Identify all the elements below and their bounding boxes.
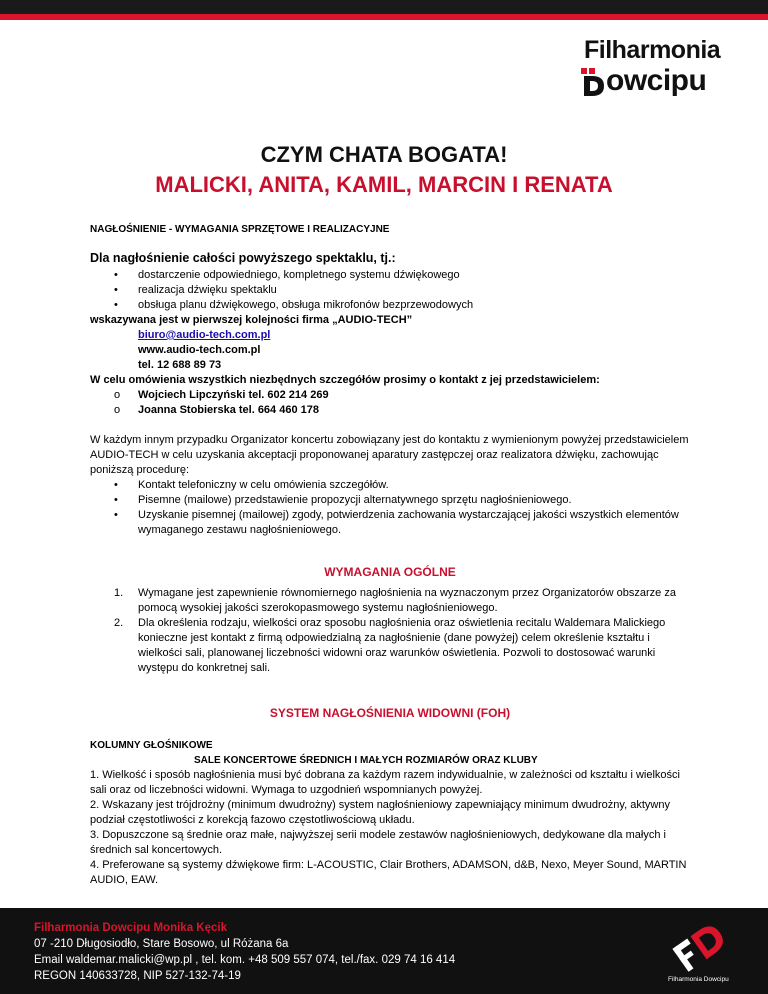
list-item: • realizacja dźwięku spektaklu: [90, 283, 690, 298]
footer-logo: [666, 918, 746, 988]
firm-line: wskazywana jest w pierwszej kolejności firma „AUDIO-TECH”: [90, 314, 413, 326]
brand-logo: [584, 36, 744, 102]
footer-contact: Email waldemar.malicki@wp.pl , tel. kom. +48 509 557 074, tel./fax. 029 74 16 414: [34, 954, 456, 966]
brand-line-1: Filharmonia: [584, 36, 721, 64]
list-item: • Pisemne (mailowe) przedstawienie propozycji alternatywnego sprzętu nagłośnieniowego.: [90, 493, 690, 508]
footer: [0, 908, 768, 994]
contacts-list: [90, 388, 690, 418]
contact-line: W celu omówienia wszystkich niezbędnych szczegółów prosimy o kontakt z jej przedstawicielem:: [90, 374, 600, 386]
brand-line-2: owcipu: [606, 64, 707, 97]
list-item: • dostarczenie odpowiedniego, kompletnego systemu dźwiękowego: [90, 268, 690, 283]
intro-heading: Dla nagłośnienie całości powyższego spektaklu, tj.:: [90, 251, 396, 265]
footer-regon: REGON 140633728, NIP 527-132-74-19: [34, 970, 241, 982]
foh-point: 3. Dopuszczone są średnie oraz małe, najwyższej serii modele zestawów nagłośnieniowych, dedykowane dla małych i średnich sal koncertowych.: [90, 829, 666, 856]
document-body: [90, 222, 690, 888]
footer-logo-caption: Filharmonia Dowcipu: [668, 976, 729, 983]
page-title: CZYM CHATA BOGATA!: [260, 142, 508, 167]
email-link[interactable]: biuro@audio-tech.com.pl: [138, 329, 271, 341]
page-subtitle: MALICKI, ANITA, KAMIL, MARCIN I RENATA: [155, 172, 613, 197]
phone-text: tel. 12 688 89 73: [138, 359, 222, 371]
foh-venue-heading: SALE KONCERTOWE ŚREDNICH I MAŁYCH ROZMIARÓW ORAZ KLUBY: [194, 755, 538, 766]
brand-d-icon: [580, 68, 606, 96]
general-heading: WYMAGANIA OGÓLNE: [324, 565, 456, 579]
foh-point: 1. Wielkość i sposób nagłośnienia musi być dobrana za każdym razem indywidualnie, w zależności od kształtu i wielkości sali oraz od liczebności widowni. Wymaga to uzgodnień wspomnianych powyżej.: [90, 769, 680, 796]
list-item: • Uzyskanie pisemnej (mailowej) zgody, potwierdzenia zachowania wystarczającej jakości wszystkich elementów wymaganego zestawu nagłośnieniowego.: [90, 508, 690, 538]
procedure-paragraph: W każdym innym przypadku Organizator koncertu zobowiązany jest do kontaktu z wymienionym powyżej przedstawicielem AUDIO-TECH w celu uzyskania akceptacji proponowanej aparatury zastępczej oraz realizatora dźwięku, zachowując poniższą procedurę:: [90, 434, 689, 476]
footer-company: Filharmonia Dowcipu Monika Kęcik: [34, 922, 227, 934]
foh-point: 2. Wskazany jest trójdrożny (minimum dwudrożny) system nagłośnieniowy zapewniający minimum dwudrożny, aktywny podział częstotliwości z korekcją fazowo częstotliwościową układu.: [90, 799, 670, 826]
footer-address: 07 -210 Długosiodło, Stare Bosowo, ul Różana 6a: [34, 938, 289, 950]
top-bar-accent: [0, 14, 768, 20]
list-item: • obsługa planu dźwiękowego, obsługa mikrofonów bezprzewodowych: [90, 298, 690, 313]
contact-item: o Joanna Stobierska tel. 664 460 178: [90, 403, 690, 418]
list-item: • Kontakt telefoniczny w celu omówienia szczegółów.: [90, 478, 690, 493]
foh-sub-heading: KOLUMNY GŁOŚNIKOWE: [90, 740, 213, 751]
procedure-list: [90, 478, 690, 538]
footer-text: [34, 920, 455, 984]
website-text: www.audio-tech.com.pl: [138, 344, 261, 356]
general-list: [90, 586, 690, 676]
foh-point: 4. Preferowane są systemy dźwiękowe firm: L-ACOUSTIC, Clair Brothers, ADAMSON, d&B, Nexo, Meyer Sound, MARTIN AUDIO, EAW.: [90, 859, 687, 886]
intro-list: [90, 268, 690, 313]
list-item: 2. Dla określenia rodzaju, wielkości oraz sposobu nagłośnienia oraz oświetlenia recitalu Waldemara Malickiego konieczne jest kontakt z firmą odpowiedzialną za nagłośnienie (dane powyżej) celem określenie kształtu i wielkości sali, planowanej liczebności widowni oraz warunków oświetlenia. Pozwoli to dostosować warunki występu do konkretnej sali.: [114, 617, 666, 674]
foh-heading: SYSTEM NAGŁOŚNIENIA WIDOWNI (FOH): [269, 706, 511, 720]
footer-fd-icon: [666, 918, 736, 974]
contact-item: o Wojciech Lipczyński tel. 602 214 269: [90, 388, 690, 403]
section-header: NAGŁOŚNIENIE - WYMAGANIA SPRZĘTOWE I REALIZACYJNE: [90, 224, 390, 235]
list-item: 1. Wymagane jest zapewnienie równomiernego nagłośnienia na wyznaczonym przez Organizatorów obszarze za pomocą wysokiej jakości szerokopasmowego systemu nagłośnieniowego.: [114, 587, 676, 614]
